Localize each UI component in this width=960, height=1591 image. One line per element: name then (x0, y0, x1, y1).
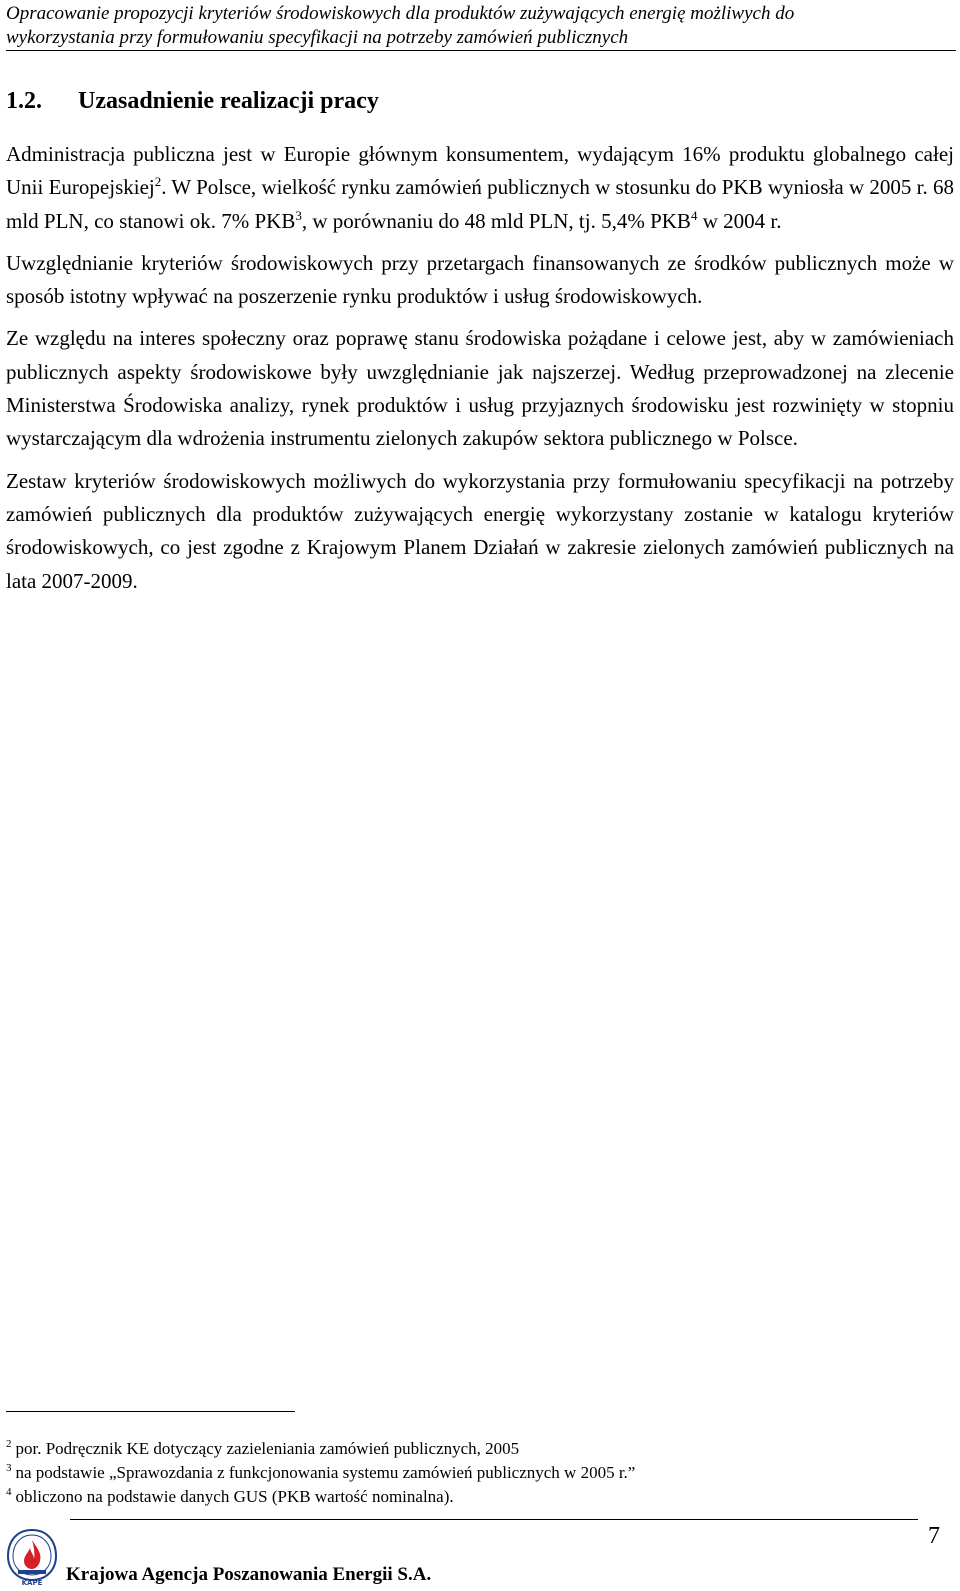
paragraph-1-text-c: , w porównaniu do 48 mld PLN, tj. 5,4% PKB (301, 208, 691, 233)
running-header-line-1: Opracowanie propozycji kryteriów środowiskowych dla produktów zużywających energię możliwych do (6, 3, 795, 24)
running-header (6, 2, 956, 50)
logo-base-bar (18, 1570, 46, 1574)
footnote-text: por. Podręcznik KE dotyczący zazieleniania zamówień publicznych, 2005 (15, 1439, 520, 1458)
footnote-ref-4[interactable]: 4 (690, 207, 698, 223)
footnote-text: na podstawie „Sprawozdania z funkcjonowania systemu zamówień publicznych w 2005 r.” (15, 1463, 636, 1482)
kape-logo-icon (4, 1526, 60, 1588)
footnote-ref-3[interactable]: 3 (295, 207, 302, 223)
footnote-number: 4 (6, 1486, 12, 1498)
header-divider (6, 50, 956, 51)
footer-divider (70, 1519, 918, 1520)
paragraph-2: Uwzględnianie kryteriów środowiskowych przy przetargach finansowanych ze środków publicznych może w sposób istotny wpływać na poszerzenie rynku produktów i usług środowiskowych. (6, 250, 954, 309)
footnote-3 (6, 1461, 954, 1485)
footnote-divider (6, 1411, 295, 1412)
footnote-ref-2[interactable]: 2 (154, 174, 162, 190)
footnote-4 (6, 1485, 954, 1509)
footnote-2 (6, 1437, 954, 1461)
section-title: Uzasadnienie realizacji pracy (78, 88, 379, 114)
logo-text: KAPE (21, 1579, 43, 1587)
footer-organization: Krajowa Agencja Poszanowania Energii S.A. (66, 1564, 432, 1585)
footnote-text: obliczono na podstawie danych GUS (PKB wartość nominalna). (15, 1487, 454, 1506)
footnote-number: 3 (6, 1462, 12, 1474)
logo-flame (24, 1540, 40, 1569)
paragraph-1-text-b: . W Polsce, wielkość rynku zamówień publicznych w stosunku do PKB wyniosła w 2005 r. 68 mld PLN, co stanowi ok. 7% PKB (6, 175, 954, 233)
section-number: 1.2. (6, 88, 42, 114)
body-text (6, 138, 954, 607)
paragraph-1-text-a: Administracja publiczna jest w Europie głównym konsumentem, wydającym 16% produktu globalnego całej Unii Europejskiej (6, 142, 954, 200)
running-header-line-2: wykorzystania przy formułowaniu specyfikacji na potrzeby zamówień publicznych (6, 27, 629, 48)
footnote-number: 2 (6, 1438, 12, 1450)
footnotes (6, 1437, 954, 1509)
paragraph-1-text-d: w 2004 r. (697, 208, 782, 233)
section-heading (6, 86, 379, 116)
page-number: 7 (928, 1523, 940, 1549)
paragraph-4: Zestaw kryteriów środowiskowych możliwych do wykorzystania przy formułowaniu specyfikacji na potrzeby zamówień publicznych dla produktów zużywających energię wykorzystany zostanie w katalogu kryteriów środowiskowych, co jest zgodne z Krajowym Planem Działań w zakresie zielonych zamówień publicznych na lata 2007-2009. (6, 468, 954, 593)
paragraph-3: Ze względu na interes społeczny oraz poprawę stanu środowiska pożądane i celowe jest, aby w zamówieniach publicznych aspekty środowiskowe były uwzględnianie jak najszerzej. Według przeprowadzonej na zlecenie Ministerstwa Środowiska analizy, rynek produktów i usług przyjaznych środowisku jest rozwinięty w stopniu wystarczającym dla wdrożenia instrumentu zielonych zakupów sektora publicznego w Polsce. (6, 326, 954, 451)
paragraph-1 (6, 138, 954, 238)
